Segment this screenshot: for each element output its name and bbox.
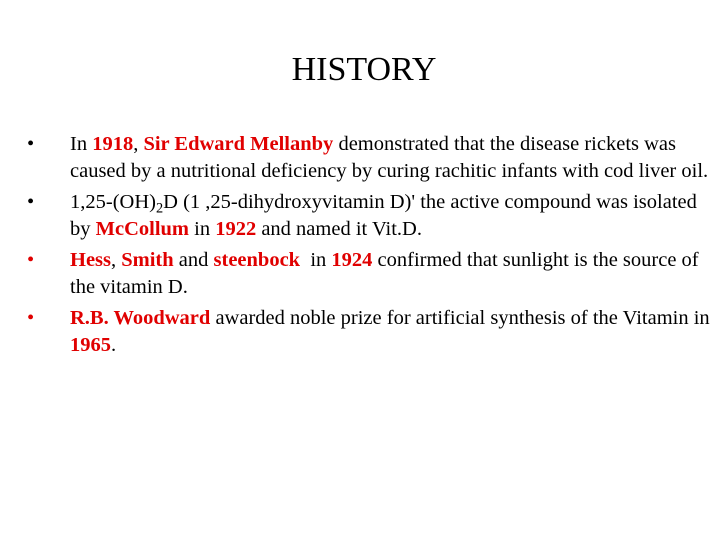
text-span: in [300, 249, 332, 271]
bullet-item [22, 305, 712, 359]
highlight-name: Hess [70, 249, 111, 271]
text-span: , [111, 249, 122, 271]
slide-title: HISTORY [291, 51, 437, 88]
highlight-name: Sir Edward Mellanby [143, 133, 334, 155]
highlight-year: 1924 [331, 249, 373, 271]
highlight-name: McCollum [95, 218, 189, 240]
highlight-year: 1918 [92, 133, 134, 155]
text-span: and named it Vit.D. [256, 218, 422, 240]
bullet-marker: • [27, 133, 35, 155]
text-span: In [70, 133, 93, 155]
text-span: 1,25-(OH) [70, 191, 156, 213]
text-span: , [133, 133, 144, 155]
highlight-name: Smith [121, 249, 174, 271]
bullet-item [22, 131, 712, 185]
highlight-name: R.B. Woodward [70, 307, 211, 329]
text-span: confirmed that sunlight is the source of the vitamin D. [70, 249, 699, 298]
bullet-marker: • [27, 191, 35, 213]
text-span: in [189, 218, 216, 240]
text-span: demonstrated that the disease rickets was caused by a nutritional deficiency by curing rachitic infants with cod liver oil. [70, 133, 709, 182]
subscript: 2 [155, 200, 164, 217]
bullet-item [22, 247, 712, 301]
text-span: and [173, 249, 214, 271]
highlight-year: 1922 [215, 218, 257, 240]
bullet-list [22, 131, 712, 359]
bullet-marker: • [27, 249, 35, 271]
highlight-name: steenbock [213, 249, 301, 271]
bullet-item [22, 189, 712, 243]
text-span: awarded noble prize for artificial synthesis of the Vitamin in [210, 307, 710, 329]
text-span: D (1 ,25-dihydroxyvitamin D)' the active compound was isolated by [70, 191, 697, 240]
bullet-marker: • [27, 307, 35, 329]
highlight-year: 1965 [70, 334, 111, 356]
text-span: . [111, 334, 117, 356]
